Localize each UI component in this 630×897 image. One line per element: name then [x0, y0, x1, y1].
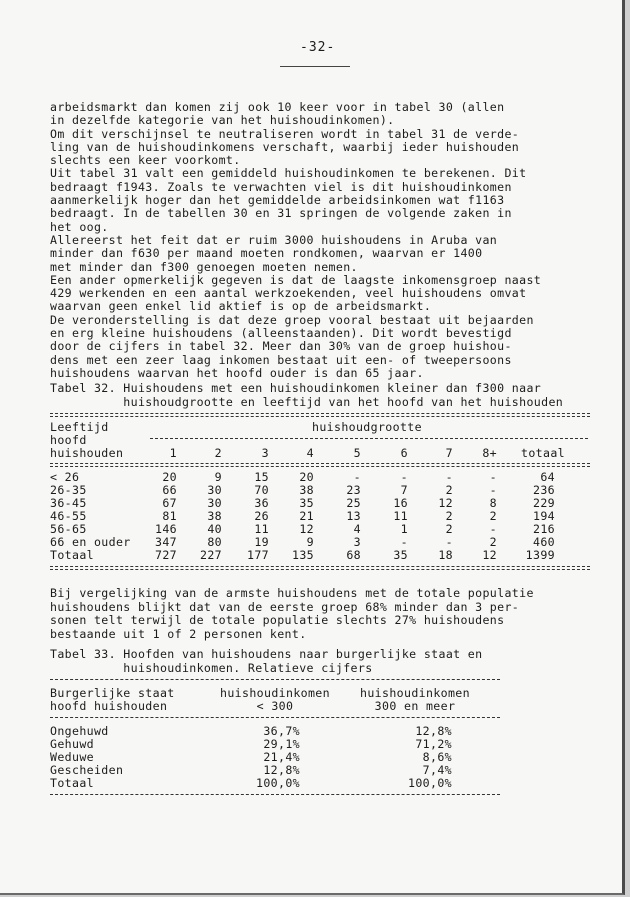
body-line: bestaande uit 1 of 2 personen kent.	[50, 626, 307, 641]
table-cell: -	[353, 470, 361, 484]
body-line: het oog.	[50, 219, 109, 234]
table-cell: 8,6%	[422, 750, 452, 764]
table-cell: 13	[346, 509, 361, 523]
table-cell: 15	[254, 470, 269, 484]
body-line: sonen telt terwijl de totale populatie slechts 27% huishoudens	[50, 613, 505, 628]
table-cell: 66	[162, 483, 177, 497]
table-cell: 20	[299, 470, 314, 484]
page-number: -32-	[300, 40, 336, 55]
row-label: 56-65	[50, 522, 87, 536]
row-label: Totaal	[50, 548, 94, 562]
body-line: Allereerst het feit dat er ruim 3000 huishoudens in Aruba van	[50, 232, 498, 247]
column-header: huishoudinkomen	[220, 686, 330, 700]
table-cell: 229	[533, 496, 555, 510]
table32-top-rule	[50, 413, 590, 414]
table-cell: 1	[400, 522, 408, 536]
table-cell: 38	[299, 483, 314, 497]
row-label: 46-55	[50, 509, 87, 523]
group-header: huishoudgrootte	[312, 420, 422, 434]
body-line: minder dan f630 per maand moeten rondkomen, waarvan er 1400	[50, 246, 483, 261]
table-cell: 2	[445, 483, 453, 497]
table-cell: 36,7%	[263, 724, 300, 738]
table-cell: 12	[299, 522, 314, 536]
table-cell: 227	[200, 548, 222, 562]
table-cell: 100,0%	[256, 776, 300, 790]
table-cell: 12	[438, 496, 453, 510]
page-number-rule	[280, 66, 350, 67]
row-label: 36-45	[50, 496, 87, 510]
column-header: 1	[169, 446, 177, 460]
table-cell: 71,2%	[415, 737, 452, 751]
table-cell: 23	[346, 483, 361, 497]
body-line: huishoudens blijkt dat van de eerste groep 68% minder dan 3 per-	[50, 599, 520, 614]
table-cell: -	[400, 470, 408, 484]
table-cell: 460	[533, 535, 555, 549]
table-cell: 7,4%	[422, 763, 452, 777]
table-cell: 12	[482, 548, 497, 562]
table-cell: 26	[254, 509, 269, 523]
table-cell: -	[445, 535, 453, 549]
table-cell: 38	[207, 509, 222, 523]
column-header: 3	[261, 446, 269, 460]
table-cell: 21	[299, 509, 314, 523]
table-cell: 40	[207, 522, 222, 536]
table-cell: 12,8%	[263, 763, 300, 777]
table-cell: -	[445, 470, 453, 484]
caption-line: huishoudinkomen. Relatieve cijfers	[50, 660, 373, 675]
column-header: 300 en meer	[374, 699, 456, 713]
body-line: dens met een zeer laag inkomen bestaat uit een- of tweepersoons	[50, 352, 512, 367]
table-cell: 11	[254, 522, 269, 536]
stub-header-line: hoofd	[50, 433, 87, 447]
table-cell: 2	[489, 535, 497, 549]
body-line: bedraagt f1943. Zoals te verwachten viel is dit huishoudinkomen	[50, 179, 512, 194]
table-cell: -	[489, 483, 497, 497]
table-cell: 70	[254, 483, 269, 497]
table-cell: 347	[155, 535, 177, 549]
body-line: in dezelfde kategorie van het huishoudinkomen).	[50, 113, 395, 128]
table-cell: 177	[247, 548, 269, 562]
body-line: met minder dan f300 genoegen moeten nemen.	[50, 259, 358, 274]
table-cell: 727	[155, 548, 177, 562]
body-line: aanmerkelijk hoger dan het gemiddelde arbeidsinkomen wat f1163	[50, 193, 505, 208]
row-label: 26-35	[50, 483, 87, 497]
column-header: 7	[445, 446, 453, 460]
table-cell: 16	[393, 496, 408, 510]
table32-caption	[50, 382, 563, 409]
table-cell: 67	[162, 496, 177, 510]
table-cell: 35	[393, 548, 408, 562]
body-line: Om dit verschijnsel te neutraliseren wordt in tabel 31 de verde-	[50, 126, 520, 141]
caption-line: Tabel 33. Hoofden van huishoudens naar burgerlijke staat en	[50, 647, 483, 661]
column-header: totaal	[521, 446, 565, 460]
table-cell: 135	[292, 548, 314, 562]
row-label: Totaal	[50, 776, 94, 790]
table-cell: 236	[533, 483, 555, 497]
body-line: arbeidsmarkt dan komen zij ook 10 keer voor in tabel 30 (allen	[50, 100, 505, 114]
table33-caption	[50, 648, 482, 675]
table-cell: 21,4%	[263, 750, 300, 764]
caption-line: huishoudgrootte en leeftijd van het hoofd van het huishouden	[50, 394, 564, 409]
body-line: ling van de huishoudinkomens verschaft, waarbij ieder huishouden	[50, 139, 520, 154]
table-cell: 9	[306, 535, 314, 549]
table-cell: 2	[489, 509, 497, 523]
table-cell: 194	[533, 509, 555, 523]
row-label: Weduwe	[50, 750, 94, 764]
body-line: 429 werkenden en een aantal werkzoekenden, veel huishoudens omvat	[50, 286, 527, 301]
body-line: Uit tabel 31 valt een gemiddeld huishoudinkomen te berekenen. Dit	[50, 166, 527, 181]
table-cell: 64	[540, 470, 555, 484]
row-label: Ongehuwd	[50, 724, 109, 738]
table-cell: 1399	[525, 548, 555, 562]
row-label: Gehuwd	[50, 737, 94, 751]
body-line: en erg kleine huishoudens (alleenstaanden). Dit wordt bevestigd	[50, 326, 512, 341]
body-line: waarvan geen enkel lid aktief is op de arbeidsmarkt.	[50, 299, 432, 314]
body-line: Een ander opmerkelijk gegeven is dat de laagste inkomensgroep naast	[50, 272, 542, 287]
table-cell: 9	[214, 470, 222, 484]
table-cell: 12,8%	[415, 724, 452, 738]
caption-line: Tabel 32. Huishoudens met een huishoudinkomen kleiner dan f300 naar	[50, 381, 542, 395]
row-label: < 26	[50, 470, 80, 484]
table-cell: 18	[438, 548, 453, 562]
column-header: 5	[353, 446, 361, 460]
body-line: De veronderstelling is dat deze groep vooral bestaat uit bejaarden	[50, 312, 534, 327]
stub-header-line: Leeftijd	[50, 420, 109, 434]
column-header: 8+	[482, 446, 497, 460]
table-cell: 81	[162, 509, 177, 523]
column-header: 6	[400, 446, 408, 460]
table-cell: 7	[400, 483, 408, 497]
row-label: Gescheiden	[50, 763, 124, 777]
column-header: huishoudinkomen	[360, 686, 470, 700]
table-cell: 2	[445, 509, 453, 523]
table-cell: 25	[346, 496, 361, 510]
table33-header-rule	[50, 717, 500, 718]
column-header: 2	[214, 446, 222, 460]
column-header: 4	[306, 446, 314, 460]
body-line: huishoudens waarvan het hoofd ouder is dan 65 jaar.	[50, 365, 424, 380]
stub-header-line: hoofd huishouden	[50, 699, 168, 713]
table-cell: 2	[445, 522, 453, 536]
stub-header-line: Burgerlijke staat	[50, 686, 175, 700]
stub-header-line: huishouden	[50, 446, 124, 460]
table-cell: 30	[207, 496, 222, 510]
table32-header-rule	[50, 463, 590, 464]
table33-top-rule	[50, 679, 500, 680]
table-cell: 11	[393, 509, 408, 523]
body-line: slechts een keer voorkomt.	[50, 153, 241, 168]
table-cell: 8	[489, 496, 497, 510]
table-cell: 19	[254, 535, 269, 549]
table-cell: -	[489, 522, 497, 536]
table-cell: 20	[162, 470, 177, 484]
table-cell: 29,1%	[263, 737, 300, 751]
table-cell: 35	[299, 496, 314, 510]
table32-bottom-rule	[50, 566, 590, 567]
table33-bottom-rule	[50, 794, 500, 795]
body-line: Bij vergelijking van de armste huishoudens met de totale populatie	[50, 586, 534, 600]
column-header: < 300	[256, 699, 294, 713]
row-label: 66 en ouder	[50, 535, 131, 549]
paragraph-comparison	[50, 587, 580, 641]
table-cell: 100,0%	[408, 776, 452, 790]
body-line: door de cijfers in tabel 32. Meer dan 30% van de groep huishou-	[50, 339, 512, 354]
table-cell: 3	[353, 535, 361, 549]
table-cell: 36	[254, 496, 269, 510]
table-cell: 146	[155, 522, 177, 536]
table-cell: 68	[346, 548, 361, 562]
table-cell: 30	[207, 483, 222, 497]
table-cell: 216	[533, 522, 555, 536]
table-cell: -	[489, 470, 497, 484]
table-cell: 80	[207, 535, 222, 549]
body-line: bedraagt. In de tabellen 30 en 31 springen de volgende zaken in	[50, 206, 512, 221]
group-header-rule	[150, 438, 588, 439]
table-cell: -	[400, 535, 408, 549]
body-paragraphs	[50, 101, 580, 380]
table-cell: 4	[353, 522, 361, 536]
